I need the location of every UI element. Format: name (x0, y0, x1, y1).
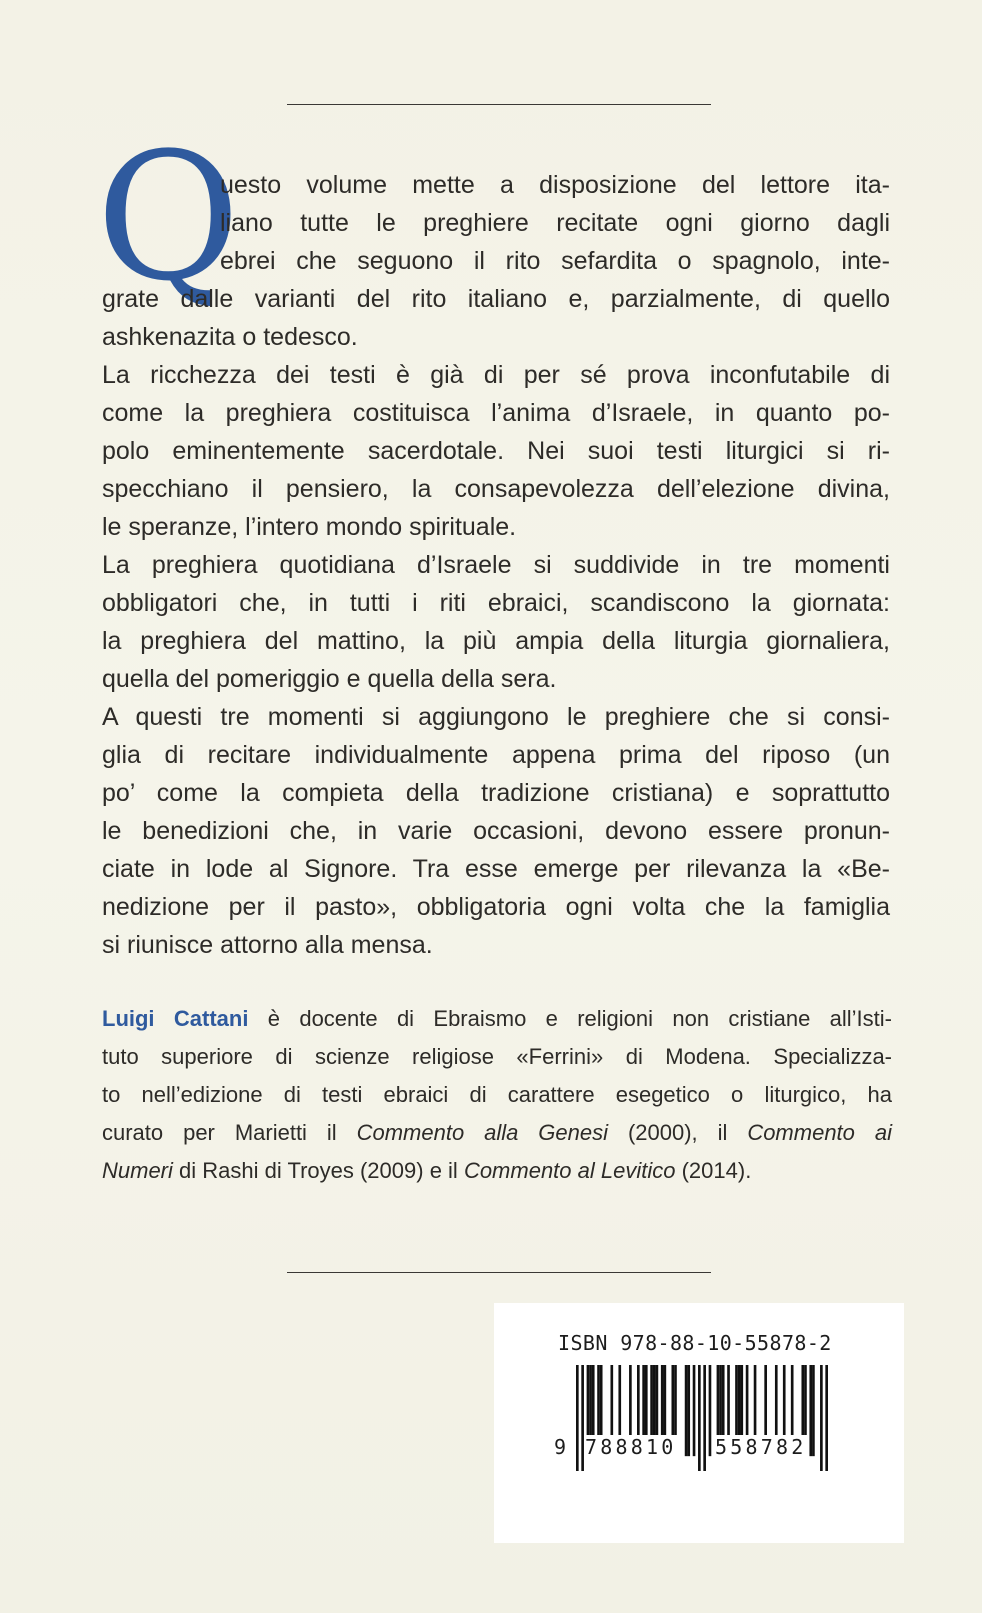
top-divider (287, 104, 711, 105)
bio-text: (2000), il (608, 1120, 748, 1145)
book-title: Commento al Levitico (463, 1158, 676, 1183)
bio-line (102, 1152, 892, 1190)
ean-digits (554, 1435, 844, 1463)
isbn-barcode-block (494, 1303, 904, 1543)
drop-cap: Q (96, 115, 241, 320)
synopsis-line: La preghiera quotidiana d’Israele si suddivide in tre momenti (102, 551, 890, 579)
synopsis-line: glia di recitare individualmente appena prima del riposo (un (102, 741, 890, 769)
bio-text: curato per Marietti il (102, 1120, 357, 1145)
synopsis-line: si riunisce attorno alla mensa. (102, 931, 433, 959)
synopsis-line: po’ come la compieta della tradizione cristiana) e soprattutto (102, 779, 890, 807)
synopsis-line: quella del pomeriggio e quella della sera. (102, 665, 557, 693)
synopsis-line: le benedizioni che, in varie occasioni, devono essere pronun- (102, 817, 890, 845)
synopsis-line: polo eminentemente sacerdotale. Nei suoi testi liturgici si ri- (102, 437, 890, 465)
bio-line (102, 1114, 892, 1152)
synopsis-line: come la preghiera costituisca l’anima d’Israele, in quanto po- (102, 399, 890, 427)
bio-line (102, 1000, 892, 1038)
synopsis-line: La ricchezza dei testi è già di per sé prova inconfutabile di (102, 361, 890, 389)
bio-text: (2014). (675, 1158, 752, 1183)
book-title: Commento alla Genesi (356, 1120, 609, 1145)
bottom-divider (287, 1272, 711, 1273)
synopsis-line: grate dalle varianti del rito italiano e, parzialmente, di quello (102, 285, 890, 313)
ean-first-digit: 9 (554, 1435, 567, 1459)
synopsis-line: specchiano il pensiero, la consapevolezza dell’elezione divina, (102, 475, 890, 503)
synopsis-line: nedizione per il pasto», obbligatoria ogni volta che la famiglia (102, 893, 890, 921)
bio-text: è docente di Ebraismo e religioni non cristiane all’Isti- (248, 1006, 892, 1031)
synopsis-line: ashkenazita o tedesco. (102, 323, 358, 351)
ean-left-digits: 788810 (585, 1435, 677, 1459)
bio-line: to nell’edizione di testi ebraici di carattere esegetico o liturgico, ha (102, 1082, 892, 1107)
ean-right-digits: 558782 (715, 1435, 807, 1459)
book-title: Numeri (102, 1158, 173, 1183)
synopsis-line: uesto volume mette a disposizione del lettore ita- (220, 171, 890, 199)
synopsis-line: obbligatori che, in tutti i riti ebraici, scandiscono la giornata: (102, 589, 890, 617)
synopsis-line: la preghiera del mattino, la più ampia della liturgia giornaliera, (102, 627, 890, 655)
synopsis-line: A questi tre momenti si aggiungono le preghiere che si consi- (102, 703, 890, 731)
synopsis-line: le speranze, l’intero mondo spirituale. (102, 513, 517, 541)
author-name: Luigi Cattani (102, 1006, 249, 1031)
synopsis-line: ciate in lode al Signore. Tra esse emerge per rilevanza la «Be- (102, 855, 890, 883)
book-title: Commento ai (747, 1120, 892, 1145)
isbn-label: ISBN 978-88-10-55878-2 (558, 1331, 832, 1355)
bio-text: di Rashi di Troyes (2009) e il (172, 1158, 464, 1183)
synopsis-line: ebrei che seguono il rito sefardita o spagnolo, inte- (220, 247, 890, 275)
bio-line: tuto superiore di scienze religiose «Ferrini» di Modena. Specializza- (102, 1044, 892, 1069)
synopsis-line: liano tutte le preghiere recitate ogni giorno dagli (220, 209, 890, 237)
